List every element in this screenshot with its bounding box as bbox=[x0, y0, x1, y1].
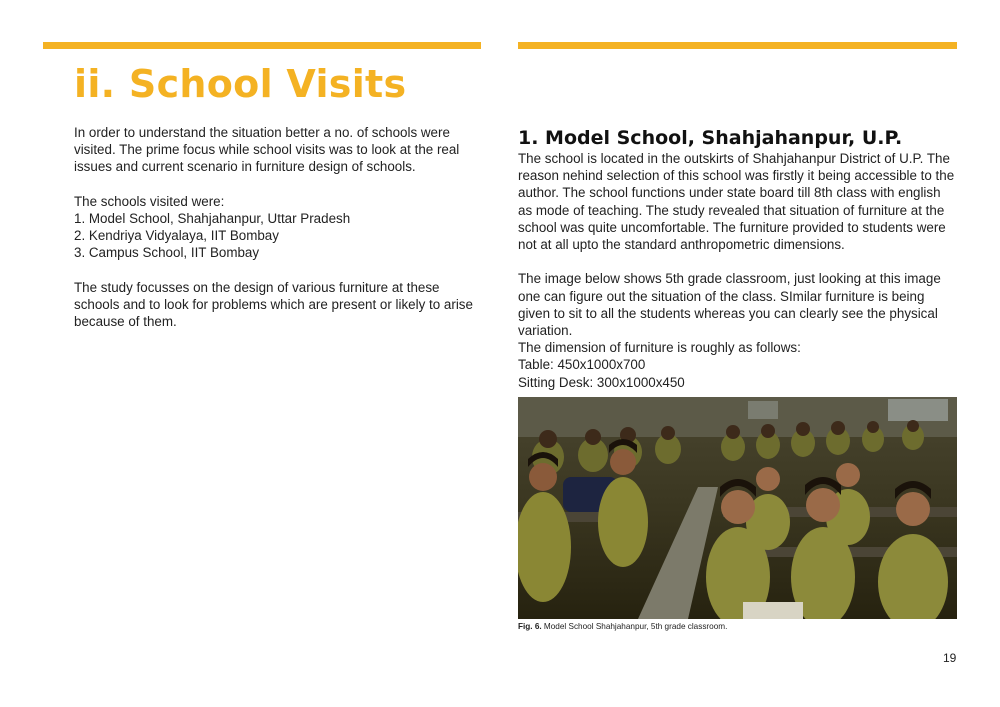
closing-paragraph: The study focusses on the design of various furniture at these schools and to look for problems which are present or likely to arise because of them. bbox=[74, 279, 473, 330]
dimension-intro: The dimension of furniture is roughly as follows: bbox=[518, 340, 801, 356]
school-list-item: 3. Campus School, IIT Bombay bbox=[74, 245, 260, 261]
left-column bbox=[74, 124, 484, 330]
top-rule-left bbox=[43, 42, 481, 49]
school-description-paragraph: The school is located in the outskirts of Shahjahanpur District of U.P. The reason nehind selection of this school was firstly it being accessible to the author. The school functions under state board till 8th class with english as mode of teaching. The study revealed that situation of furniture at the school was quite uncomfortable. The furniture provided to students were not at all upto the standard anthropometric dimensions. bbox=[518, 151, 955, 253]
figure-caption bbox=[518, 622, 727, 631]
schools-list-heading: The schools visited were: bbox=[74, 193, 225, 209]
intro-paragraph: In order to understand the situation better a no. of schools were visited. The prime focus while school visits was to look at the real issues and current scenario in furniture design of schools. bbox=[74, 125, 460, 175]
caption-label: Fig. 6. bbox=[518, 622, 542, 631]
section-title: ii. School Visits bbox=[74, 62, 407, 106]
classroom-photo bbox=[518, 397, 957, 619]
top-rule-right bbox=[518, 42, 957, 49]
right-column bbox=[518, 150, 958, 391]
subsection-title: 1. Model School, Shahjahanpur, U.P. bbox=[518, 127, 903, 149]
school-list-item: 2. Kendriya Vidyalaya, IIT Bombay bbox=[74, 228, 279, 244]
page-number: 19 bbox=[943, 651, 957, 665]
table-dimension: Table: 450x1000x700 bbox=[518, 357, 646, 373]
school-list-item: 1. Model School, Shahjahanpur, Uttar Pradesh bbox=[74, 211, 351, 226]
desk-dimension: Sitting Desk: 300x1000x450 bbox=[518, 374, 685, 390]
classroom-paragraph: The image below shows 5th grade classroom, just looking at this image one can figure out the situation of the class. SImilar furniture is being given to sit to all the students whereas you can clearly see the physical variation. bbox=[518, 271, 941, 339]
caption-text: Model School Shahjahanpur, 5th grade classroom. bbox=[541, 622, 728, 631]
